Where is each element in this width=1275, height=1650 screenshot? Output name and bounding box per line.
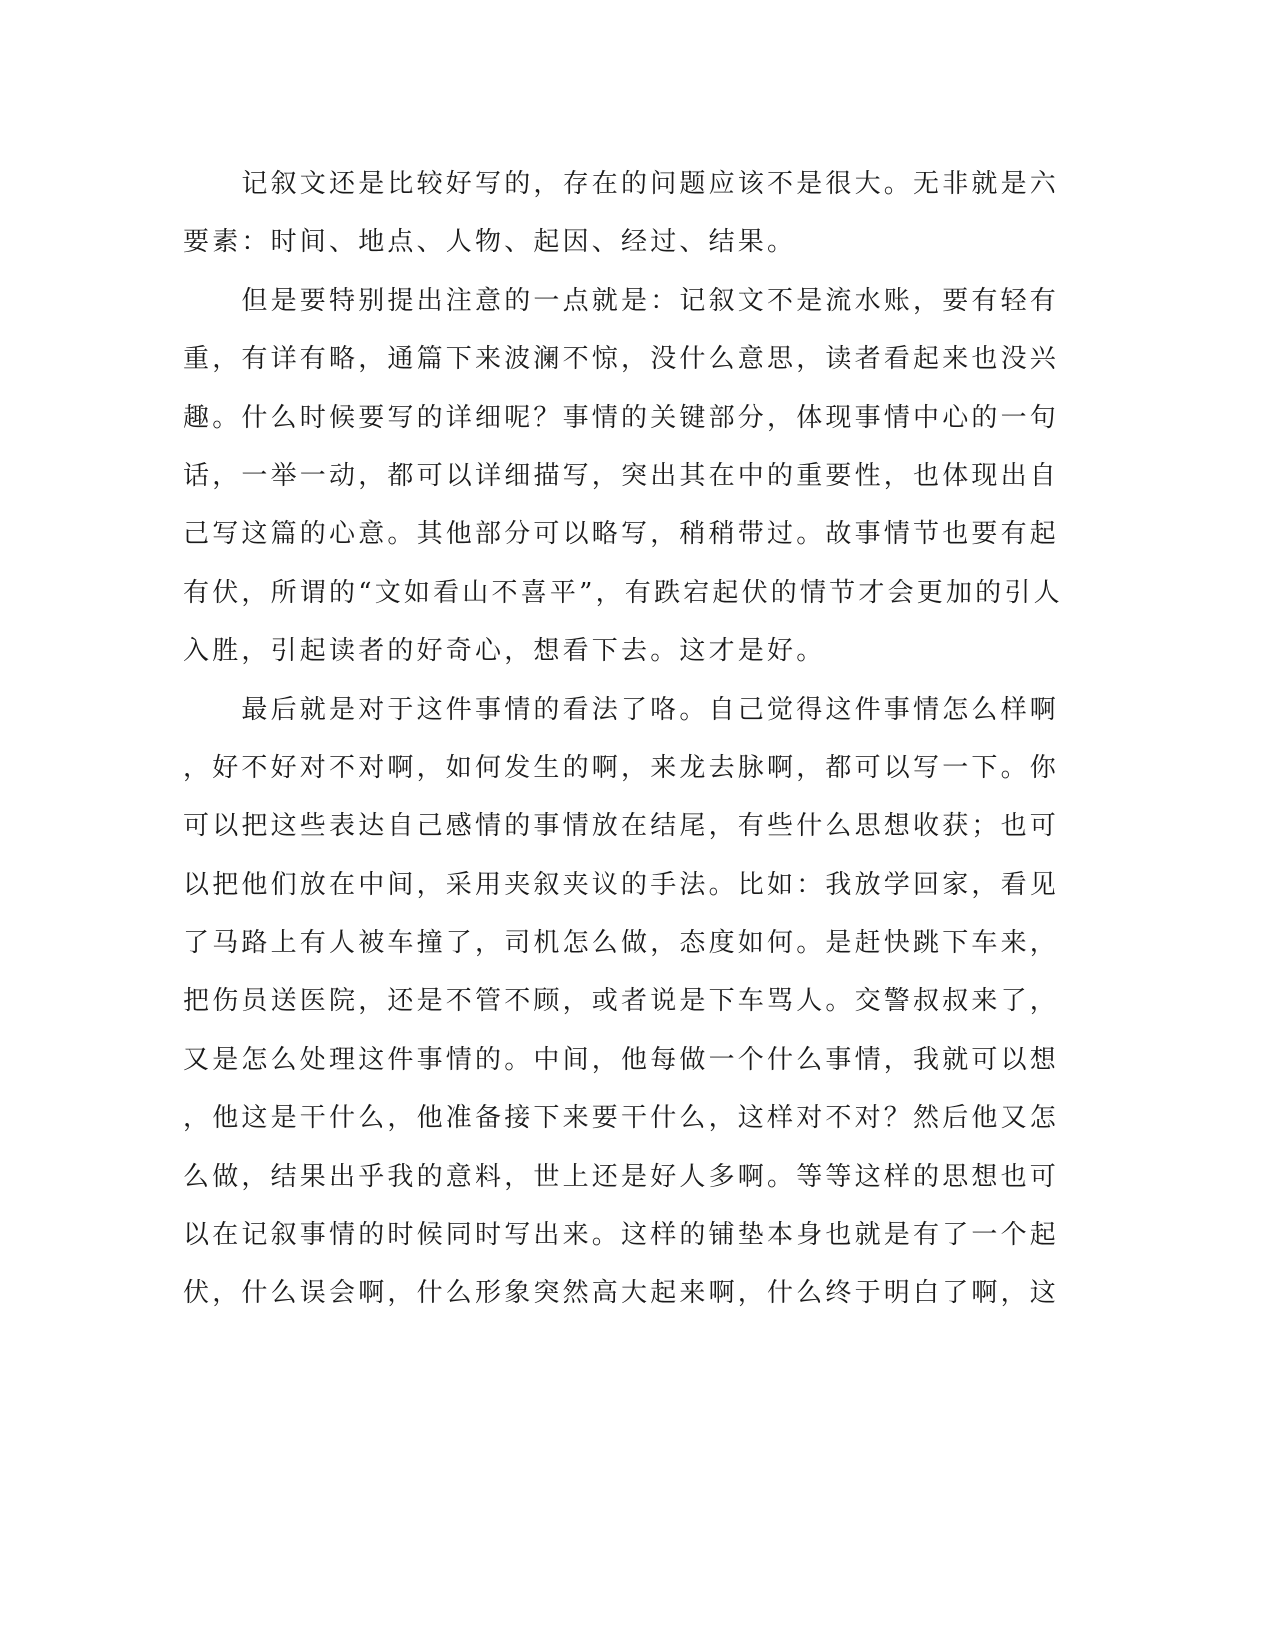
text-line: 有伏，所谓的“文如看山不喜平”，有跌宕起伏的情节才会更加的引人	[183, 577, 1063, 608]
text-line: 以在记叙事情的时候同时写出来。这样的铺垫本身也就是有了一个起	[183, 1220, 1060, 1251]
text-line: 了马路上有人被车撞了，司机怎么做，态度如何。是赶快跳下车来，	[183, 928, 1060, 959]
text-line: 重，有详有略，通篇下来波澜不惊，没什么意思，读者看起来也没兴	[183, 344, 1060, 375]
text-line: 趣。什么时候要写的详细呢？事情的关键部分，体现事情中心的一句	[183, 402, 1060, 433]
text-line: 入胜，引起读者的好奇心，想看下去。这才是好。	[183, 636, 826, 667]
body-text	[183, 155, 1063, 1323]
text-line: 伏，什么误会啊，什么形象突然高大起来啊，什么终于明白了啊，这	[183, 1278, 1060, 1309]
text-line: 要素：时间、地点、人物、起因、经过、结果。	[183, 227, 797, 258]
text-line: 但是要特别提出注意的一点就是：记叙文不是流水账，要有轻有	[183, 285, 1060, 316]
text-line: 么做，结果出乎我的意料，世上还是好人多啊。等等这样的思想也可	[183, 1161, 1060, 1192]
text-line: 记叙文还是比较好写的，存在的问题应该不是很大。无非就是六	[183, 169, 1060, 199]
text-line: 最后就是对于这件事情的看法了咯。自己觉得这件事情怎么样啊	[183, 694, 1060, 725]
text-line: ，他这是干什么，他准备接下来要干什么，这样对不对？然后他又怎	[183, 1103, 1060, 1134]
text-line: 把伤员送医院，还是不管不顾，或者说是下车骂人。交警叔叔来了，	[183, 986, 1060, 1017]
text-line: 可以把这些表达自己感情的事情放在结尾，有些什么思想收获；也可	[183, 811, 1060, 842]
text-line: 又是怎么处理这件事情的。中间，他每做一个什么事情，我就可以想	[183, 1044, 1060, 1075]
text-line: ，好不好对不对啊，如何发生的啊，来龙去脉啊，都可以写一下。你	[183, 752, 1060, 783]
text-line: 己写这篇的心意。其他部分可以略写，稍稍带过。故事情节也要有起	[183, 519, 1060, 550]
text-line: 以把他们放在中间，采用夹叙夹议的手法。比如：我放学回家，看见	[183, 869, 1060, 900]
text-line: 话，一举一动，都可以详细描写，突出其在中的重要性，也体现出自	[183, 460, 1060, 491]
